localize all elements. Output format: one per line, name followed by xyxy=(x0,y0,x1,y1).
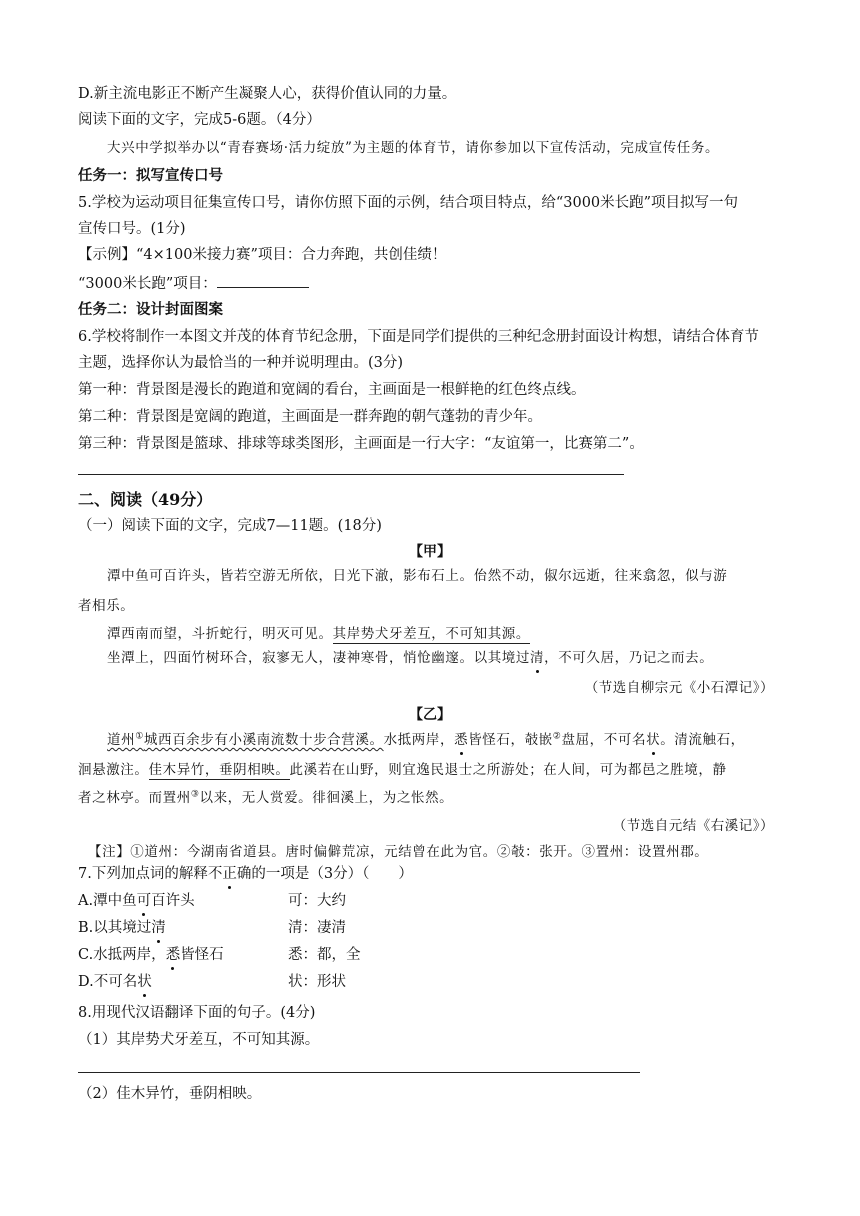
q6-option3: 第三种：背景图是篮球、排球等球类图形，主画面是一行大字：“友谊第一，比赛第二”。 xyxy=(78,436,644,452)
jia-p2-a: 潭西南而望，斗折蛇行，明灭可见。 xyxy=(107,626,333,642)
yi-line3 xyxy=(78,788,453,808)
jia-p3-a: 坐潭上，四面竹树环合，寂寥无人，凄神寒骨，悄怆幽邃。以其境过 xyxy=(107,650,530,666)
jia-p1-line2: 者相乐。 xyxy=(78,598,135,614)
q8-sentence1: （1）其岸势犬牙差互，不可知其源。 xyxy=(78,1032,320,1048)
q7-option-d[interactable] xyxy=(78,972,152,992)
yi-l1-dotted-word-2: 状 xyxy=(646,732,661,748)
q7-c-post: 皆怪石 xyxy=(180,947,224,963)
q6-option1: 第一种：背景图是漫长的跑道和宽阔的看台，主画面是一根鲜艳的红色终点线。 xyxy=(78,382,586,398)
q7-option-c[interactable] xyxy=(78,945,224,965)
q7-option-b[interactable] xyxy=(78,918,166,938)
yi-l2-a: 洄悬激注。 xyxy=(78,762,149,778)
yi-wavy-sentence xyxy=(107,732,384,748)
q6-line2: 主题，选择你认为最恰当的一种并说明理由。(3分) xyxy=(78,355,404,371)
q8-answer-line1[interactable] xyxy=(78,1072,640,1073)
jia-p2-underlined: 其岸势犬牙差互，不可知其源。 xyxy=(332,626,531,642)
section2-title: 二、阅读（49分） xyxy=(78,490,213,509)
part1-intro: （一）阅读下面的文字，完成7—11题。(18分) xyxy=(78,518,382,534)
jia-p1-line1: 潭中鱼可百许头，皆若空游无所依，日光下澈，影布石上。佁然不动，俶尔远逝，往来翕忽，似与游 xyxy=(107,568,728,584)
jia-p2 xyxy=(107,624,530,644)
note-marker-2: ② xyxy=(552,731,562,742)
q7-a-post: 百许头 xyxy=(151,893,195,909)
task2-title: 任务二：设计封面图案 xyxy=(78,301,223,318)
text-yi-label: 【乙】 xyxy=(409,707,451,723)
yi-l1-dotted-word: 悉 xyxy=(454,732,469,748)
yi-l1-d: 皆怪石，攲嵌 xyxy=(468,732,553,748)
yi-l1-e: 盘屈，不可名 xyxy=(561,732,647,748)
context-paragraph: 大兴中学拟举办以“青春赛场·活力绽放”为主题的体育节，请你参加以下宣传活动，完成宣传任务。 xyxy=(107,140,720,156)
q7-option-a-explanation: 可：大约 xyxy=(288,893,346,909)
yi-l2-underlined: 佳木异竹，垂阴相映。 xyxy=(148,762,290,778)
q7-stem xyxy=(78,864,413,884)
jia-p3 xyxy=(107,648,713,668)
q8-stem: 8.用现代汉语翻译下面的句子。(4分) xyxy=(78,1005,316,1021)
yi-line2 xyxy=(78,760,727,780)
note-marker-1: ① xyxy=(135,731,144,742)
yi-l1-b: 城西百余步有小溪南流数十步合营溪。 xyxy=(143,732,384,748)
q7-option-d-explanation: 状：形状 xyxy=(288,974,346,990)
q6-option2: 第二种：背景图是宽阔的跑道，主画面是一群奔跑的朝气蓬勃的青少年。 xyxy=(78,409,542,425)
q6-line1: 6.学校将制作一本图文并茂的体育节纪念册，下面是同学们提供的三种纪念册封面设计构想，请结合体育节 xyxy=(78,329,759,345)
q7-b-pre: B.以其境过 xyxy=(78,920,152,936)
yi-l1-a: 道州 xyxy=(107,732,136,748)
jia-p3-b: ，不可久居，乃记之而去。 xyxy=(544,650,714,666)
q6-answer-line[interactable] xyxy=(78,474,624,475)
q7-stem-c: 的一项是（3分）（ ） xyxy=(251,866,413,882)
yi-line1 xyxy=(107,730,745,750)
q5-answer-blank[interactable] xyxy=(217,273,309,288)
q5-line1: 5.学校为运动项目征集宣传口号，请你仿照下面的示例，结合项目特点，给“3000米长跑”项目拟写一句 xyxy=(78,195,739,211)
jia-p3-dotted-word: 清 xyxy=(530,650,545,666)
q7-stem-emphasis: 不正确 xyxy=(207,866,252,882)
q7-d-pre: D.不可名 xyxy=(78,974,138,990)
q7-option-a[interactable] xyxy=(78,891,195,911)
q7-a-dotted-word: 可 xyxy=(136,893,152,909)
q5-example: 【示例】“4×100米接力赛”项目：合力奔跑，共创佳绩！ xyxy=(78,247,447,263)
q7-c-pre: C.水抵两岸， xyxy=(78,947,166,963)
q5-answer-line xyxy=(78,273,309,294)
yi-l1-f: 。清流触石， xyxy=(660,732,745,748)
yi-l1-c: 水抵两岸， xyxy=(383,732,455,748)
yi-notes: 【注】①道州：今湖南省道县。唐时偏僻荒凉，元结曾在此为官。②攲：张开。③置州：设置州郡。 xyxy=(88,844,709,860)
q7-c-dotted-word: 悉 xyxy=(165,947,181,963)
q5-line2: 宣传口号。(1分) xyxy=(78,221,186,237)
yi-l2-c: 此溪若在山野，则宜逸民退士之所游处；在人间，可为都邑之胜境，静 xyxy=(289,762,727,778)
q7-b-dotted-word: 清 xyxy=(151,920,166,936)
yi-source: （节选自元结《右溪记》） xyxy=(612,818,774,834)
q5-answer-prompt: “3000米长跑”项目： xyxy=(78,276,217,292)
task1-title: 任务一：拟写宣传口号 xyxy=(78,167,223,184)
reading-intro: 阅读下面的文字，完成5-6题。（4分） xyxy=(78,112,321,128)
q7-option-b-explanation: 清：凄清 xyxy=(288,920,346,936)
jia-source: （节选自柳宗元《小石潭记》） xyxy=(584,680,774,696)
note-marker-3: ③ xyxy=(190,789,200,800)
q4-option-d: D.新主流电影正不断产生凝聚人心，获得价值认同的力量。 xyxy=(78,86,457,102)
yi-l3-a: 者之林亭。而置州 xyxy=(78,790,191,806)
q7-d-dotted-word: 状 xyxy=(137,974,152,990)
q8-sentence2: （2）佳木异竹，垂阴相映。 xyxy=(78,1086,262,1102)
text-jia-label: 【甲】 xyxy=(409,544,451,560)
q7-option-c-explanation: 悉：都，全 xyxy=(288,947,361,963)
yi-l3-b: 以来，无人赏爱。徘徊溪上，为之怅然。 xyxy=(199,790,454,806)
q7-stem-a: 7.下列加点词的解释 xyxy=(78,866,208,882)
q7-a-pre: A.潭中鱼 xyxy=(78,893,137,909)
